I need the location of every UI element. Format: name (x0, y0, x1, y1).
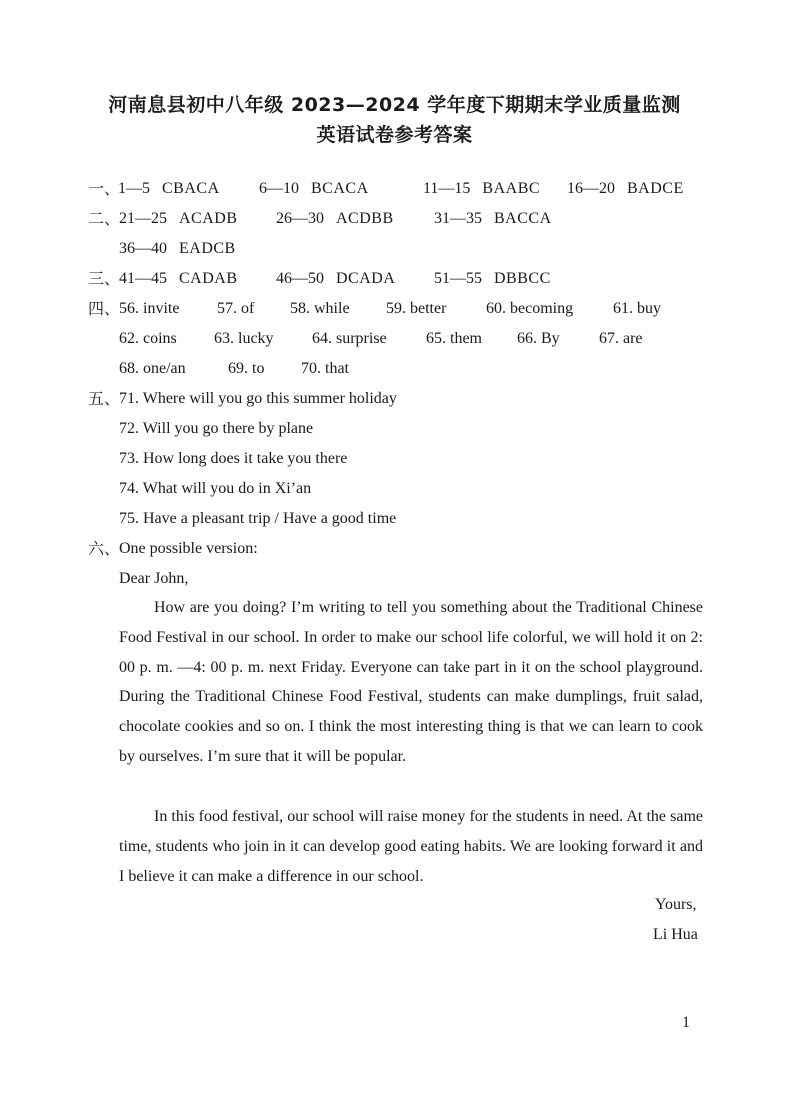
section-6-row (88, 538, 258, 560)
fill-answer: 69. to (228, 360, 265, 377)
exam-subtitle: 英语试卷参考答案 (316, 124, 473, 146)
section-1-label: 一、 (88, 179, 121, 198)
answer-group: 11—15 BAABC (423, 180, 541, 197)
section-1-row (88, 178, 684, 200)
fill-answer: 62. coins (119, 330, 177, 347)
section-4-row-1 (88, 298, 661, 320)
answer-group: 31—35 BACCA (434, 210, 552, 227)
answer-group: 21—25 ACADB (119, 210, 238, 227)
answer-group: 41—45 CADAB (119, 270, 238, 287)
letter-paragraph-1: How are you doing? I’m writing to tell you something about the Traditional Chinese Food Festival in our school. In order to make our school life colorful, we will hold it on 2: 00 p. m. —4: 00 p. m. next Friday. Everyone can take part in it on the school playground. During the Traditional Chinese Food Festival, students can make dumplings, fruit salad, chocolate cookies and so on. I think the most interesting thing is that we can learn to cook by ourselves. I’m sure that it will be popular. (119, 599, 703, 765)
sentence-answer: 74. What will you do in Xi’an (119, 480, 312, 497)
section-4-label: 四、 (88, 299, 121, 318)
exam-title: 河南息县初中八年级 2023—2024 学年度下期期末学业质量监测 (108, 94, 681, 116)
fill-answer: 60. becoming (486, 300, 574, 317)
fill-answer: 66. By (517, 330, 560, 347)
fill-answer: 58. while (290, 300, 350, 317)
letter-paragraph-2: In this food festival, our school will raise money for the students in need. At the same time, students who join in it can develop good eating habits. We are looking forward it and I believe it can make a difference in our school. (119, 808, 703, 885)
fill-answer: 61. buy (613, 300, 661, 317)
sentence-answer: 73. How long does it take you there (119, 450, 348, 467)
answer-group: 6—10 BCACA (259, 180, 369, 197)
fill-answer: 56. invite (119, 300, 180, 317)
section-2-label: 二、 (88, 209, 121, 228)
fill-answer: 65. them (426, 330, 482, 347)
answer-group: 16—20 BADCE (567, 180, 684, 197)
answer-group: 1—5 CBACA (118, 180, 220, 197)
answer-group: 46—50 DCADA (276, 270, 396, 287)
section-5-label: 五、 (88, 389, 121, 408)
letter-signature: Li Hua (653, 926, 698, 943)
section-3-label: 三、 (88, 269, 121, 288)
sentence-answer: 75. Have a pleasant trip / Have a good time (119, 510, 397, 527)
fill-answer: 59. better (386, 300, 447, 317)
section-6-label: 六、 (88, 539, 121, 558)
fill-answer: 57. of (217, 300, 255, 317)
fill-answer: 67. are (599, 330, 643, 347)
fill-answer: 63. lucky (214, 330, 274, 347)
letter-greeting: Dear John, (119, 570, 189, 587)
fill-answer: 64. surprise (312, 330, 387, 347)
section-5-row-1 (88, 388, 397, 410)
answer-group: 36—40 EADCB (119, 240, 236, 257)
section-3-row (88, 268, 551, 290)
answer-group: 26—30 ACDBB (276, 210, 394, 227)
letter-closing: Yours, (655, 896, 697, 913)
writing-intro: One possible version: (119, 540, 258, 557)
answer-group: 51—55 DBBCC (434, 270, 551, 287)
fill-answer: 68. one/an (119, 360, 186, 377)
sentence-answer: 72. Will you go there by plane (119, 420, 314, 437)
fill-answer: 70. that (301, 360, 349, 377)
section-2-row (88, 208, 552, 230)
sentence-answer: 71. Where will you go this summer holiday (119, 390, 397, 407)
page-number: 1 (682, 1014, 690, 1031)
